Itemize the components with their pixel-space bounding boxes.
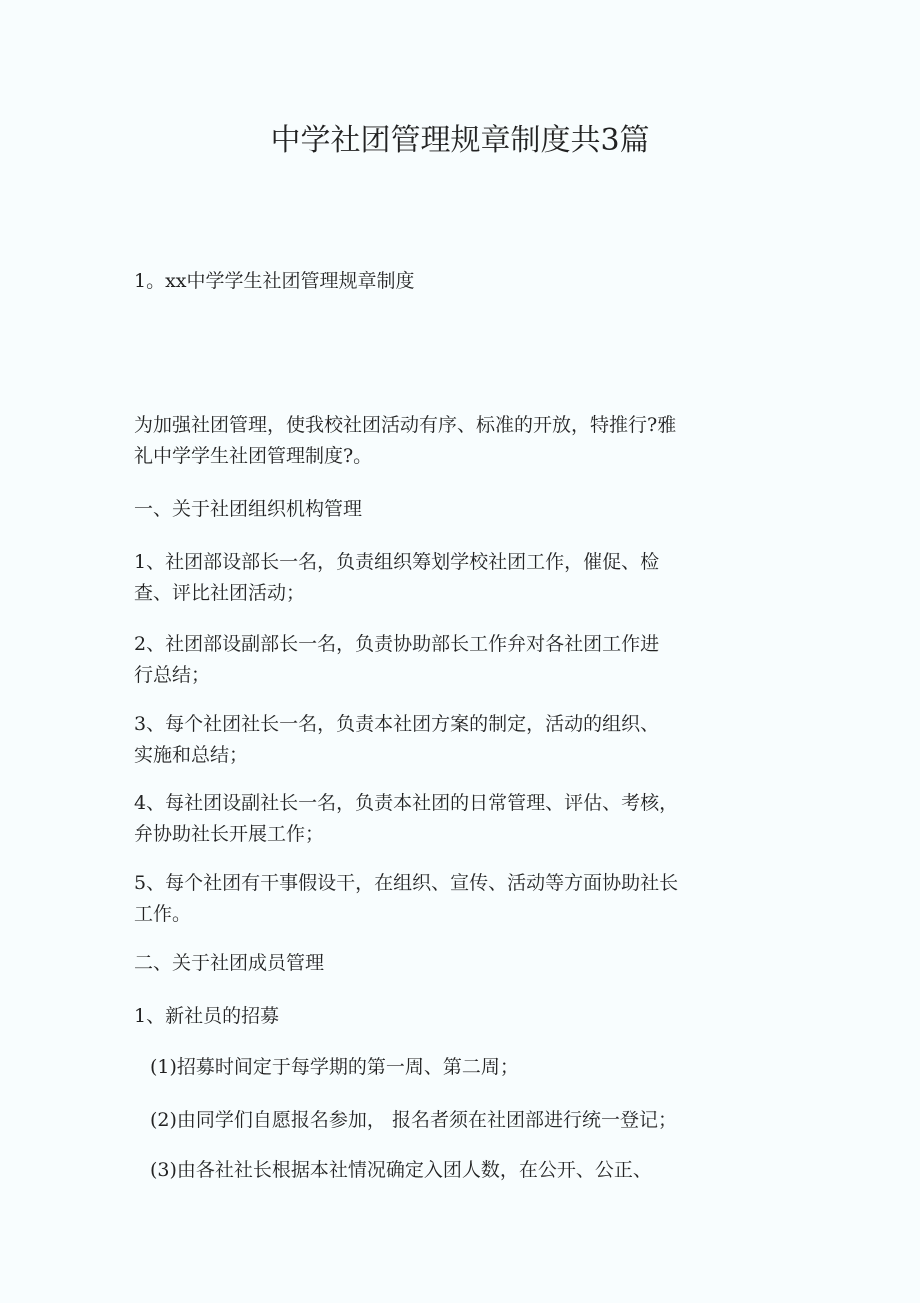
text-line: 实施和总结； [134,744,249,766]
document-title: 中学社团管理规章制度共3篇 [270,123,650,158]
text-line: 查、评比社团活动； [134,582,306,604]
text-line: 为加强社团管理，使我校社团活动有序、标准的开放，特推行?雅 [134,414,677,436]
list-item [134,868,724,930]
sub-list-item: (1)招募时间定于每学期的第一周、第二周； [150,1056,519,1078]
part1-heading: 一、关于社团组织机构管理 [134,498,363,520]
section-heading: 1。xx中学学生社团管理规章制度 [134,270,415,292]
text-line: 行总结； [134,664,211,686]
text-line: 5、每个社团有干事假设干，在组织、宣传、活动等方面协助社长 [134,872,679,894]
intro-paragraph [134,410,724,472]
text-line: 3、每个社团社长一名，负责本社团方案的制定，活动的组织、 [134,713,660,735]
sub-heading: 1、新社员的招募 [134,1005,280,1027]
list-item [134,629,724,691]
sub-list-item: (2)由同学们自愿报名参加， 报名者须在社团部进行统一登记； [150,1109,677,1131]
list-item [134,547,724,609]
text-line: 弁协助社长开展工作； [134,823,325,845]
sub-list-item: (3)由各社社长根据本社情况确定入团人数，在公开、公正、 [150,1159,652,1181]
part2-heading: 二、关于社团成员管理 [134,952,325,974]
list-item [134,788,724,850]
text-line: 工作。 [134,903,192,925]
text-line: 礼中学学生社团管理制度?。 [134,445,373,467]
text-line: 1、社团部设部长一名，负责组织筹划学校社团工作，催促、检 [134,551,660,573]
text-line: 4、每社团设副社长一名，负责本社团的日常管理、评估、考核， [134,792,679,814]
text-line: 2、社团部设副部长一名，负责协助部长工作弁对各社团工作进 [134,633,660,655]
list-item [134,709,724,771]
